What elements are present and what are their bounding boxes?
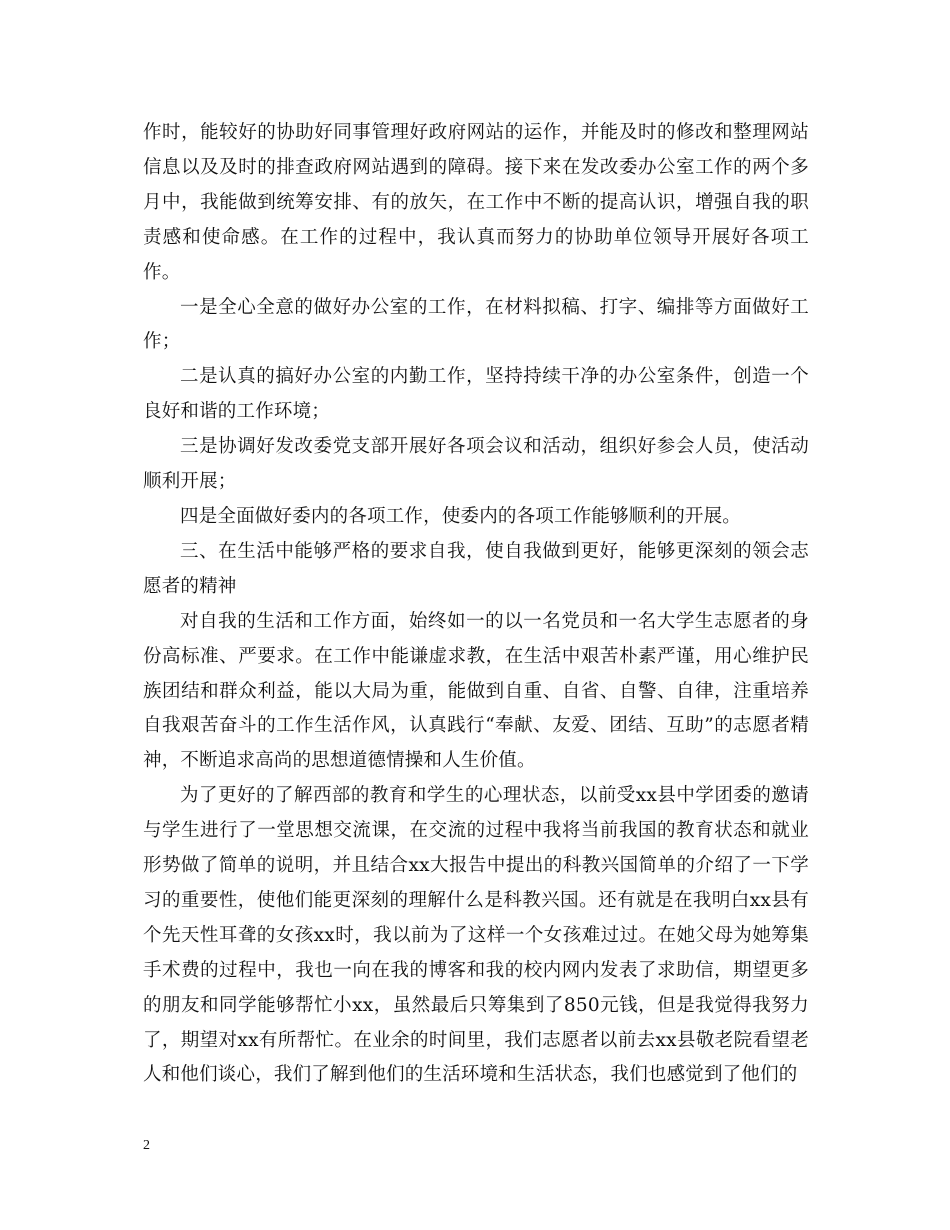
- paragraph-6: 对自我的生活和工作方面，始终如一的以一名党员和一名大学生志愿者的身份高标准、严要求。在工作中能谦虚求教，在生活中艰苦朴素严谨，用心维护民族团结和群众利益，能以大局为重，能做到自重、自省、自警、自律，注重培养自我艰苦奋斗的工作生活作风，认真践行“奉献、友爱、团结、互助”的志愿者精神，不断追求高尚的思想道德情操和人生价值。: [143, 610, 809, 772]
- paragraph-2: 一是全心全意的做好办公室的工作，在材料拟稿、打字、编排等方面做好工作；: [143, 296, 809, 353]
- paragraph-3: 二是认真的搞好办公室的内勤工作，坚持持续干净的办公室条件，创造一个良好和谐的工作环境；: [143, 366, 809, 423]
- paragraph-4: 三是协调好发改委党支部开展好各项会议和活动，组织好参会人员，使活动顺利开展；: [143, 436, 809, 493]
- page-number: 2: [143, 1138, 150, 1153]
- section-heading-3: 三、在生活中能够严格的要求自我，使自我做到更好，能够更深刻的领会志愿者的精神: [143, 540, 809, 597]
- paragraph-5: 四是全面做好委内的各项工作，使委内的各项工作能够顺利的开展。: [180, 505, 742, 527]
- paragraph-1: 作时，能较好的协助好同事管理好政府网站的运作，并能及时的修改和整理网站信息以及及时的排查政府网站遇到的障碍。接下来在发改委办公室工作的两个多月中，我能做到统筹安排、有的放矢，在工作中不断的提高认识，增强自我的职责感和使命感。在工作的过程中，我认真而努力的协助单位领导开展好各项工作。: [143, 122, 809, 283]
- paragraph-7: 为了更好的了解西部的教育和学生的心理状态，以前受xx县中学团委的邀请与学生进行了一堂思想交流课，在交流的过程中我将当前我国的教育状态和就业形势做了简单的说明，并且结合xx大报告中提出的科教兴国简单的介绍了一下学习的重要性，使他们能更深刻的理解什么是科教兴国。还有就是在我明白xx县有个先天性耳聋的女孩xx时，我以前为了这样一个女孩难过过。在她父母为她筹集手术费的过程中，我也一向在我的博客和我的校内网内发表了求助信，期望更多的朋友和同学能够帮忙小xx，虽然最后只筹集到了850元钱，但是我觉得我努力了，期望对xx有所帮忙。在业余的时间里，我们志愿者以前去xx县敬老院看望老人和他们谈心，我们了解到他们的生活环境和生活状态，我们也感觉到了他们的: [143, 785, 809, 1086]
- body-text: [143, 116, 809, 1093]
